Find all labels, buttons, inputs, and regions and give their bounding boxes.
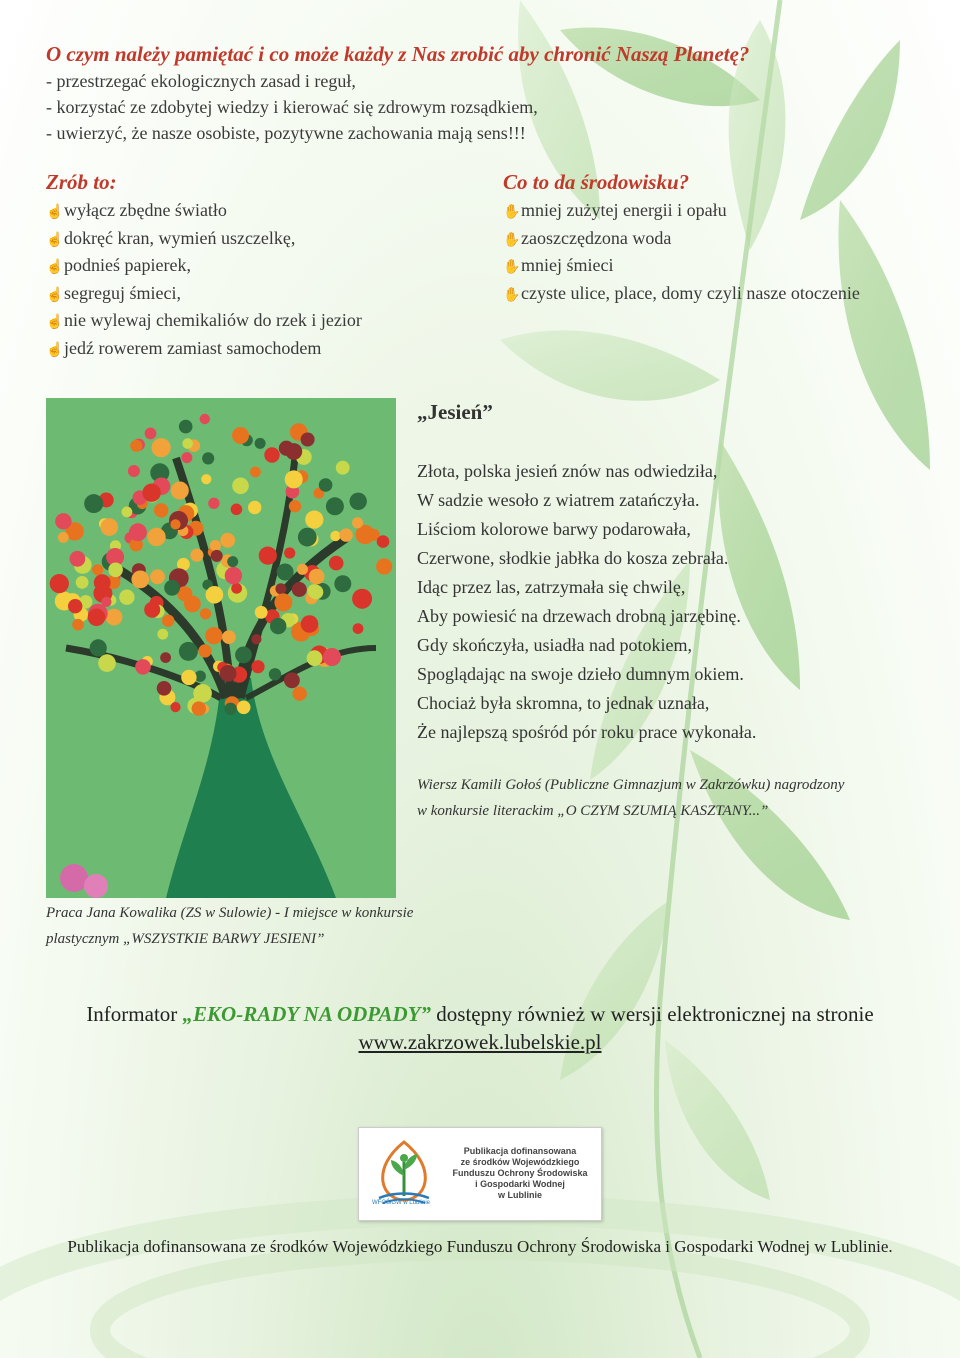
blossom (106, 609, 123, 626)
blossom (171, 482, 189, 500)
blossom (352, 589, 372, 609)
blossom (259, 547, 277, 565)
hand-raised-icon: ✋ (503, 232, 521, 248)
blossom (248, 501, 261, 514)
blossom (284, 547, 295, 558)
blossom (90, 639, 107, 656)
list-item: ☝wyłącz zbędne światło (46, 198, 466, 226)
poem-line: Chociaż była skromna, to jednak uznała, (417, 693, 710, 713)
blossom (285, 443, 302, 460)
blossom (144, 602, 160, 618)
intro-line: - uwierzyć, że nasze osobiste, pozytywne zachowania mają sens!!! (46, 123, 526, 143)
blossom (208, 498, 219, 509)
blossom (323, 648, 341, 666)
blossom (277, 564, 294, 581)
hand-pointing-up-icon: ☝ (46, 315, 64, 331)
poem-line: Czerwone, słodkie jabłka do kosza zebrała. (417, 548, 729, 568)
poem-credit: Wiersz Kamili Gołoś (Publiczne Gimnazjum w Zakrzówku) nagrodzony w konkursie literackim „O CZYM SZUMIĄ KASZTANY...” (417, 777, 845, 819)
blossom (58, 532, 69, 543)
list-item: ✋czyste ulice, place, domy czyli nasze otoczenie (503, 281, 943, 309)
blossom (92, 564, 103, 575)
blossom (157, 629, 168, 640)
hand-pointing-up-icon: ☝ (46, 260, 64, 276)
list-item: ☝nie wylewaj chemikaliów do rzek i jezior (46, 308, 466, 336)
environment-title: Co to da środowisku? (503, 170, 690, 194)
blossom (339, 528, 352, 541)
blossom (170, 702, 180, 712)
blossom (162, 615, 174, 627)
do-this-title: Zrób to: (46, 170, 117, 194)
blossom (330, 531, 340, 541)
blossom (289, 500, 301, 512)
blossom (255, 606, 268, 619)
blossom (206, 586, 224, 604)
blossom (251, 660, 264, 673)
list-item: ✋zaoszczędzona woda (503, 226, 943, 254)
poem-line: Że najlepszą spośród pór roku prace wykonała. (417, 722, 757, 742)
blossom (164, 580, 180, 596)
website-link[interactable]: www.zakrzowek.lubelskie.pl (358, 1030, 602, 1054)
blossom (179, 642, 198, 661)
blossom (70, 551, 86, 567)
blossom (292, 687, 306, 701)
blossom (76, 576, 89, 589)
blossom (235, 647, 252, 664)
hand-raised-icon: ✋ (503, 260, 521, 276)
list-item: ☝podnieś papierek, (46, 253, 466, 281)
hand-raised-icon: ✋ (503, 287, 521, 303)
blossom (232, 478, 249, 495)
blossom (285, 470, 303, 488)
blossom (225, 567, 242, 584)
blossom (210, 540, 221, 551)
logo-subtitle: WFOŚiGW w Lublinie (371, 1200, 430, 1206)
blossom (220, 665, 237, 682)
blossom (377, 535, 390, 548)
blossom (309, 569, 325, 585)
blossom (200, 608, 211, 619)
blossom (128, 465, 140, 477)
blossom (307, 650, 323, 666)
blossom (319, 478, 333, 492)
blossom (142, 484, 160, 502)
blossom (376, 558, 392, 574)
blossom (119, 590, 134, 605)
blossom (350, 493, 367, 510)
blossom (301, 615, 319, 633)
blossom (68, 599, 82, 613)
hand-pointing-up-icon: ☝ (46, 287, 64, 303)
blossom (179, 420, 193, 434)
blossom (150, 569, 165, 584)
list-item: ✋mniej śmieci (503, 253, 943, 281)
blossom (154, 503, 168, 517)
poem-line: Gdy skończyła, usiadła nad potokiem, (417, 635, 692, 655)
list-item: ✋mniej zużytej energii i opału (503, 198, 943, 226)
blossom (190, 549, 203, 562)
intro-line: - przestrzegać ekologicznych zasad i reguł, (46, 71, 356, 91)
poem-title: „Jesień” (417, 400, 493, 424)
blossom (152, 438, 171, 457)
blossom (251, 634, 261, 644)
blossom (264, 447, 279, 462)
blossom (181, 452, 192, 463)
poem-line: Idąc przez las, zatrzymała się chwilę, (417, 577, 686, 597)
blossom (284, 672, 300, 688)
poem-line: Aby powiesić na drzewach drobną jarzębinę. (417, 606, 741, 626)
blossom (353, 623, 364, 634)
blossom (220, 533, 235, 548)
hand-pointing-up-icon: ☝ (46, 232, 64, 248)
blossom (147, 528, 165, 546)
blossom (326, 497, 344, 515)
blossom (94, 574, 111, 591)
poem-line: Złota, polska jesień znów nas odwiedziła, (417, 461, 718, 481)
blossom (255, 438, 266, 449)
environment-section (503, 169, 943, 308)
blossom (157, 681, 172, 696)
blossom (231, 583, 242, 594)
hand-pointing-up-icon: ☝ (46, 205, 64, 220)
blossom (232, 427, 249, 444)
autumn-tree-painting (46, 398, 396, 898)
eko-title: „EKO-RADY NA ODPADY” (182, 1002, 432, 1026)
blossom (224, 703, 236, 715)
informator-notice: Informator „EKO-RADY NA ODPADY” dostępny również w wersji elektronicznej na stronie www.zakrzowek.lubelskie.pl (86, 1002, 874, 1054)
blossom (329, 556, 344, 571)
hand-pointing-up-icon: ☝ (46, 342, 64, 358)
blossom (50, 574, 69, 593)
funding-logo (358, 1127, 602, 1221)
blossom (297, 564, 308, 575)
tree-illustration (46, 398, 396, 898)
painting-credit: Praca Jana Kowalika (ZS w Sulowie) - I miejsce w konkursie plastycznym „WSZYSTKIE BARWY JESIENI” (46, 905, 414, 947)
blossom (336, 461, 350, 475)
blossom (202, 452, 214, 464)
list-item: ☝jedź rowerem zamiast samochodem (46, 336, 466, 364)
blossom (231, 504, 243, 516)
blossom (160, 652, 171, 663)
blossom (275, 583, 286, 594)
blossom (129, 523, 147, 541)
blossom (182, 438, 193, 449)
blossom (198, 644, 211, 657)
blossom (250, 467, 261, 478)
intro-list (46, 68, 538, 146)
poem (417, 400, 927, 747)
poem-line: Spoglądając na swoje dzieło dumnym okiem. (417, 664, 744, 684)
blossom (305, 511, 323, 529)
blossom (130, 440, 142, 452)
blossom (200, 414, 210, 424)
intro-line: - korzystać ze zdobytej wiedzy i kierować się zdrowym rozsądkiem, (46, 97, 538, 117)
blossom (307, 584, 320, 597)
blossom (211, 550, 223, 562)
list-item: ☝dokręć kran, wymień uszczelkę, (46, 226, 466, 254)
list-item: ☝segreguj śmieci, (46, 281, 466, 309)
blossom (55, 513, 71, 529)
blossom (101, 518, 119, 536)
blossom (101, 597, 111, 607)
blossom (298, 528, 317, 547)
logo-text: Publikacja dofinansowana ze środków Wojewódzkiego Funduszu Ochrony Środowiska i Gospodarki Wodnej w Lublinie (452, 1146, 588, 1200)
blossom (237, 701, 251, 715)
blossom (88, 609, 106, 627)
intro-title: O czym należy pamiętać i co może każdy z Nas zrobić aby chronić Naszą Planetę? (46, 42, 750, 66)
blossom (184, 596, 201, 613)
blossom (274, 593, 292, 611)
blossom (145, 428, 157, 440)
blossom (181, 670, 196, 685)
poem-line: W sadzie wesoło z wiatrem zatańczyła. (417, 490, 700, 510)
blossom (201, 474, 211, 484)
blossom (301, 433, 315, 447)
blossom (98, 654, 116, 672)
do-this-section (46, 169, 466, 364)
blossom (84, 494, 103, 513)
blossom (227, 556, 238, 567)
blossom (192, 701, 206, 715)
blossom (222, 630, 236, 644)
blossom (205, 627, 222, 644)
blossom (131, 571, 149, 589)
poem-line: Liściom kolorowe barwy podarowała, (417, 519, 691, 539)
hand-raised-icon: ✋ (503, 205, 521, 220)
blossom (269, 668, 281, 680)
footer-note: Publikacja dofinansowana ze środków Wojewódzkiego Funduszu Ochrony Środowiska i Gospodarki Wodnej w Lublinie. (67, 1237, 893, 1256)
blossom (122, 507, 133, 518)
blossom (270, 618, 286, 634)
blossom (352, 517, 363, 528)
blossom (292, 582, 307, 597)
blossom (135, 659, 151, 675)
blossom (170, 519, 180, 529)
blossom (334, 575, 351, 592)
blossom (108, 563, 123, 578)
blossom (72, 619, 84, 631)
